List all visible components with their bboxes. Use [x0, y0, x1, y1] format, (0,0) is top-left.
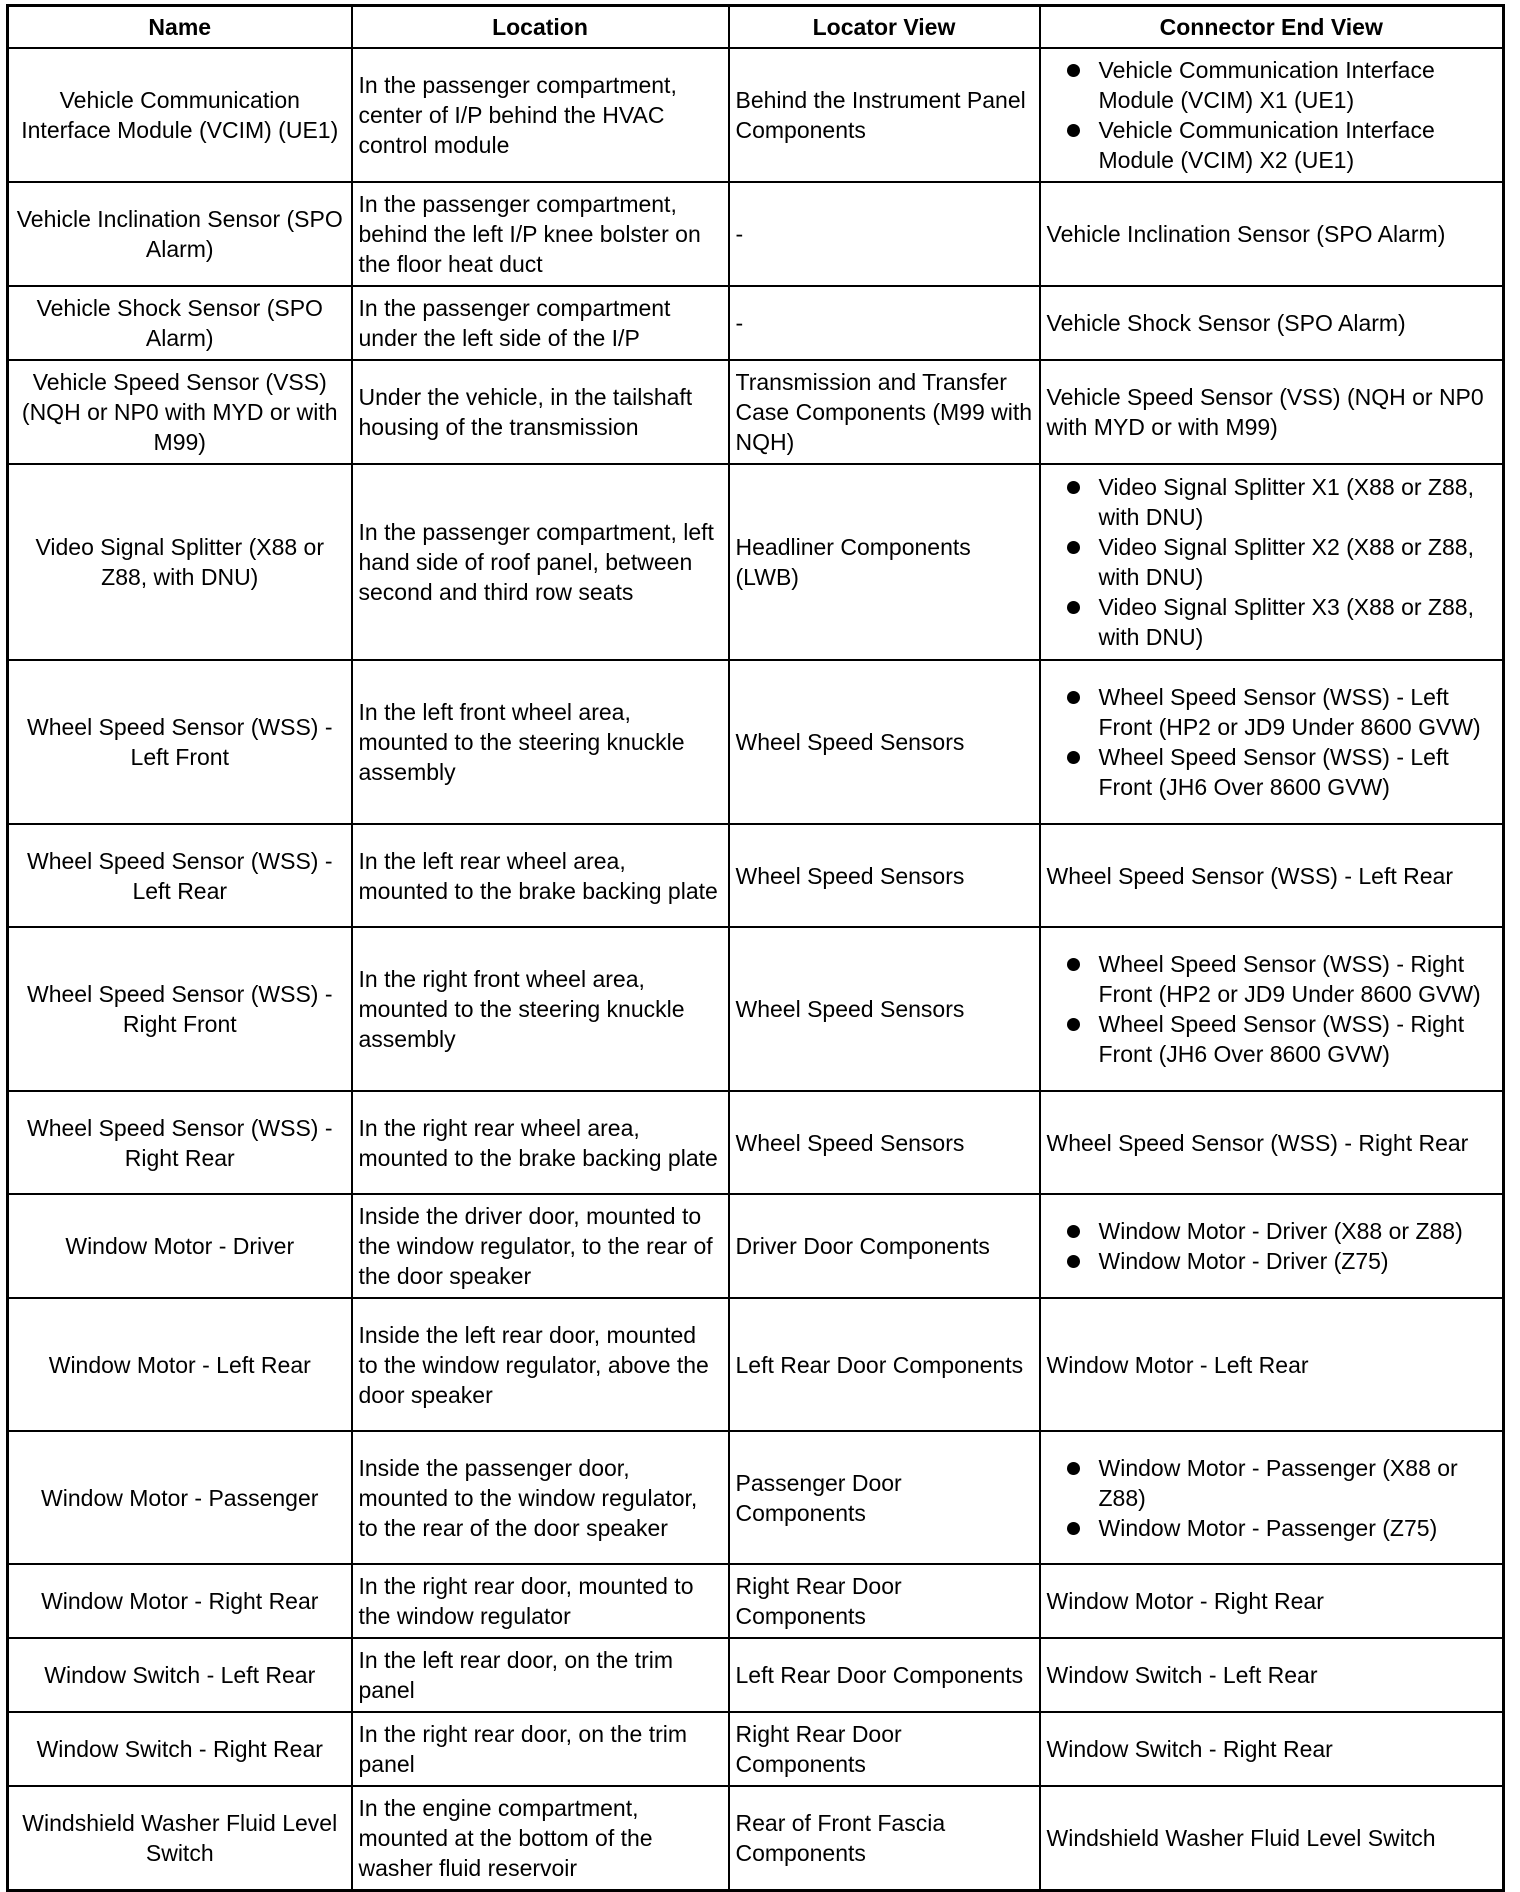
table-row: [8, 1298, 1504, 1431]
connector-list-item: [1047, 1216, 1497, 1246]
cell-name: Wheel Speed Sensor (WSS) - Left Front: [8, 660, 352, 824]
cell-connector-end-view: [1040, 182, 1504, 286]
connector-list: [1047, 472, 1497, 652]
cell-location: In the left rear door, on the trim panel: [352, 1638, 729, 1712]
connector-text: Window Switch - Right Rear: [1046, 1736, 1333, 1762]
connector-list: [1047, 682, 1497, 802]
connector-list-item: [1047, 55, 1497, 115]
bullet-icon: [1067, 751, 1080, 764]
cell-name: Window Motor - Right Rear: [8, 1564, 352, 1638]
cell-name: Vehicle Inclination Sensor (SPO Alarm): [8, 182, 352, 286]
cell-connector-end-view: [1040, 1712, 1504, 1786]
cell-locator-view: Driver Door Components: [729, 1194, 1040, 1298]
cell-connector-end-view: [1040, 1298, 1504, 1431]
bullet-icon: [1067, 1462, 1080, 1475]
cell-connector-end-view: [1040, 48, 1504, 182]
connector-text: Window Switch - Left Rear: [1046, 1662, 1318, 1688]
table-row: [8, 182, 1504, 286]
connector-list-item: [1047, 115, 1497, 175]
connector-list-item: [1047, 1009, 1497, 1069]
cell-location: In the right rear wheel area, mounted to the brake backing plate: [352, 1091, 729, 1194]
cell-name: Video Signal Splitter (X88 or Z88, with DNU): [8, 464, 352, 660]
cell-location: In the right front wheel area, mounted to the steering knuckle assembly: [352, 927, 729, 1091]
bullet-icon: [1067, 481, 1080, 494]
cell-connector-end-view: [1040, 824, 1504, 927]
connector-list: [1047, 949, 1497, 1069]
cell-locator-view: Wheel Speed Sensors: [729, 927, 1040, 1091]
connector-text: Vehicle Speed Sensor (VSS) (NQH or NP0 with MYD or with M99): [1046, 384, 1484, 440]
connector-list-item: [1047, 949, 1497, 1009]
connector-text: Wheel Speed Sensor (WSS) - Right Rear: [1046, 1129, 1469, 1156]
connector-text: Window Motor - Passenger (X88 or Z88): [1098, 1454, 1458, 1511]
bullet-icon: [1067, 64, 1080, 77]
cell-connector-end-view: [1040, 1194, 1504, 1298]
cell-connector-end-view: [1040, 286, 1504, 360]
connector-text: Vehicle Communication Interface Module (VCIM) X2 (UE1): [1098, 117, 1435, 173]
cell-locator-view: Left Rear Door Components: [729, 1638, 1040, 1712]
connector-list-item: [1047, 592, 1497, 652]
table-row: [8, 1638, 1504, 1712]
connector-text: Wheel Speed Sensor (WSS) - Left Front (JH6 Over 8600 GVW): [1098, 744, 1449, 800]
connector-text: Wheel Speed Sensor (WSS) - Left Front (HP2 or JD9 Under 8600 GVW): [1098, 684, 1481, 740]
cell-name: Vehicle Shock Sensor (SPO Alarm): [8, 286, 352, 360]
connector-list-item: [1047, 1246, 1497, 1276]
table-row: [8, 1786, 1504, 1891]
cell-location: In the passenger compartment under the left side of the I/P: [352, 286, 729, 360]
connector-text: Wheel Speed Sensor (WSS) - Right Front (HP2 or JD9 Under 8600 GVW): [1098, 951, 1481, 1007]
cell-connector-end-view: [1040, 660, 1504, 824]
cell-location: In the passenger compartment, left hand side of roof panel, between second and third row seats: [352, 464, 729, 660]
cell-connector-end-view: [1040, 1638, 1504, 1712]
connector-text: Video Signal Splitter X1 (X88 or Z88, with DNU): [1098, 474, 1474, 530]
connector-text: Window Motor - Driver (Z75): [1098, 1248, 1389, 1274]
table-body: [8, 48, 1504, 1891]
table-header-row: [8, 6, 1504, 49]
cell-location: In the engine compartment, mounted at the bottom of the washer fluid reservoir: [352, 1786, 729, 1891]
cell-location: In the left front wheel area, mounted to the steering knuckle assembly: [352, 660, 729, 824]
table-row: [8, 464, 1504, 660]
header-locator-view: Locator View: [729, 6, 1040, 49]
cell-locator-view: Left Rear Door Components: [729, 1298, 1040, 1431]
connector-text: Window Motor - Left Rear: [1046, 1351, 1309, 1378]
bullet-icon: [1067, 541, 1080, 554]
table-row: [8, 660, 1504, 824]
table-row: [8, 1091, 1504, 1194]
bullet-icon: [1067, 124, 1080, 137]
connector-text: Wheel Speed Sensor (WSS) - Left Rear: [1046, 862, 1453, 889]
component-locator-table: [6, 4, 1505, 1892]
connector-list: [1047, 1453, 1497, 1543]
cell-locator-view: Wheel Speed Sensors: [729, 824, 1040, 927]
cell-locator-view: Right Rear Door Components: [729, 1712, 1040, 1786]
cell-connector-end-view: [1040, 1786, 1504, 1891]
connector-text: Window Motor - Driver (X88 or Z88): [1098, 1218, 1463, 1244]
cell-name: Window Motor - Driver: [8, 1194, 352, 1298]
table-row: [8, 824, 1504, 927]
connector-list-item: [1047, 682, 1497, 742]
cell-location: In the left rear wheel area, mounted to the brake backing plate: [352, 824, 729, 927]
table-row: [8, 286, 1504, 360]
cell-name: Wheel Speed Sensor (WSS) - Right Front: [8, 927, 352, 1091]
cell-location: Inside the driver door, mounted to the window regulator, to the rear of the door speaker: [352, 1194, 729, 1298]
table-row: [8, 48, 1504, 182]
connector-text: Video Signal Splitter X2 (X88 or Z88, with DNU): [1098, 534, 1474, 590]
cell-name: Wheel Speed Sensor (WSS) - Right Rear: [8, 1091, 352, 1194]
bullet-icon: [1067, 601, 1080, 614]
cell-connector-end-view: [1040, 1431, 1504, 1564]
table-row: [8, 1564, 1504, 1638]
cell-connector-end-view: [1040, 360, 1504, 464]
cell-connector-end-view: [1040, 1091, 1504, 1194]
connector-text: Vehicle Communication Interface Module (VCIM) X1 (UE1): [1098, 57, 1435, 113]
cell-name: Window Motor - Left Rear: [8, 1298, 352, 1431]
cell-connector-end-view: [1040, 464, 1504, 660]
cell-location: Under the vehicle, in the tailshaft housing of the transmission: [352, 360, 729, 464]
cell-locator-view: Wheel Speed Sensors: [729, 1091, 1040, 1194]
cell-locator-view: Right Rear Door Components: [729, 1564, 1040, 1638]
bullet-icon: [1067, 691, 1080, 704]
cell-location: In the passenger compartment, center of I/P behind the HVAC control module: [352, 48, 729, 182]
table-row: [8, 1431, 1504, 1564]
connector-list-item: [1047, 472, 1497, 532]
cell-name: Window Switch - Right Rear: [8, 1712, 352, 1786]
cell-name: Window Switch - Left Rear: [8, 1638, 352, 1712]
connector-text: Vehicle Shock Sensor (SPO Alarm): [1046, 310, 1406, 336]
connector-list: [1047, 55, 1497, 175]
cell-connector-end-view: [1040, 927, 1504, 1091]
connector-text: Wheel Speed Sensor (WSS) - Right Front (JH6 Over 8600 GVW): [1098, 1011, 1465, 1067]
cell-name: Wheel Speed Sensor (WSS) - Left Rear: [8, 824, 352, 927]
cell-locator-view: Passenger Door Components: [729, 1431, 1040, 1564]
connector-list: [1047, 1216, 1497, 1276]
connector-list-item: [1047, 1453, 1497, 1513]
cell-location: In the right rear door, mounted to the window regulator: [352, 1564, 729, 1638]
cell-name: Vehicle Speed Sensor (VSS) (NQH or NP0 with MYD or with M99): [8, 360, 352, 464]
connector-list-item: [1047, 1513, 1497, 1543]
table-row: [8, 927, 1504, 1091]
bullet-icon: [1067, 1522, 1080, 1535]
cell-name: Window Motor - Passenger: [8, 1431, 352, 1564]
header-connector-end-view: Connector End View: [1040, 6, 1504, 49]
cell-locator-view: Behind the Instrument Panel Components: [729, 48, 1040, 182]
bullet-icon: [1067, 1255, 1080, 1268]
cell-location: In the right rear door, on the trim panel: [352, 1712, 729, 1786]
connector-list-item: [1047, 532, 1497, 592]
bullet-icon: [1067, 1225, 1080, 1238]
connector-text: Vehicle Inclination Sensor (SPO Alarm): [1046, 221, 1446, 247]
connector-text: Video Signal Splitter X3 (X88 or Z88, with DNU): [1098, 594, 1474, 650]
table-row: [8, 1712, 1504, 1786]
cell-location: In the passenger compartment, behind the left I/P knee bolster on the floor heat duct: [352, 182, 729, 286]
cell-location: Inside the passenger door, mounted to the window regulator, to the rear of the door speaker: [352, 1431, 729, 1564]
cell-locator-view: Wheel Speed Sensors: [729, 660, 1040, 824]
bullet-icon: [1067, 1018, 1080, 1031]
cell-connector-end-view: [1040, 1564, 1504, 1638]
table-row: [8, 1194, 1504, 1298]
cell-locator-view: -: [729, 286, 1040, 360]
bullet-icon: [1067, 958, 1080, 971]
cell-location: Inside the left rear door, mounted to the window regulator, above the door speaker: [352, 1298, 729, 1431]
connector-text: Window Motor - Passenger (Z75): [1098, 1514, 1438, 1541]
cell-locator-view: Transmission and Transfer Case Components (M99 with NQH): [729, 360, 1040, 464]
connector-list-item: [1047, 742, 1497, 802]
cell-locator-view: Headliner Components (LWB): [729, 464, 1040, 660]
header-name: Name: [8, 6, 352, 49]
cell-name: Windshield Washer Fluid Level Switch: [8, 1786, 352, 1891]
connector-text: Window Motor - Right Rear: [1046, 1588, 1324, 1614]
cell-locator-view: -: [729, 182, 1040, 286]
cell-locator-view: Rear of Front Fascia Components: [729, 1786, 1040, 1891]
header-location: Location: [352, 6, 729, 49]
connector-text: Windshield Washer Fluid Level Switch: [1046, 1825, 1436, 1851]
cell-name: Vehicle Communication Interface Module (VCIM) (UE1): [8, 48, 352, 182]
table-row: [8, 360, 1504, 464]
